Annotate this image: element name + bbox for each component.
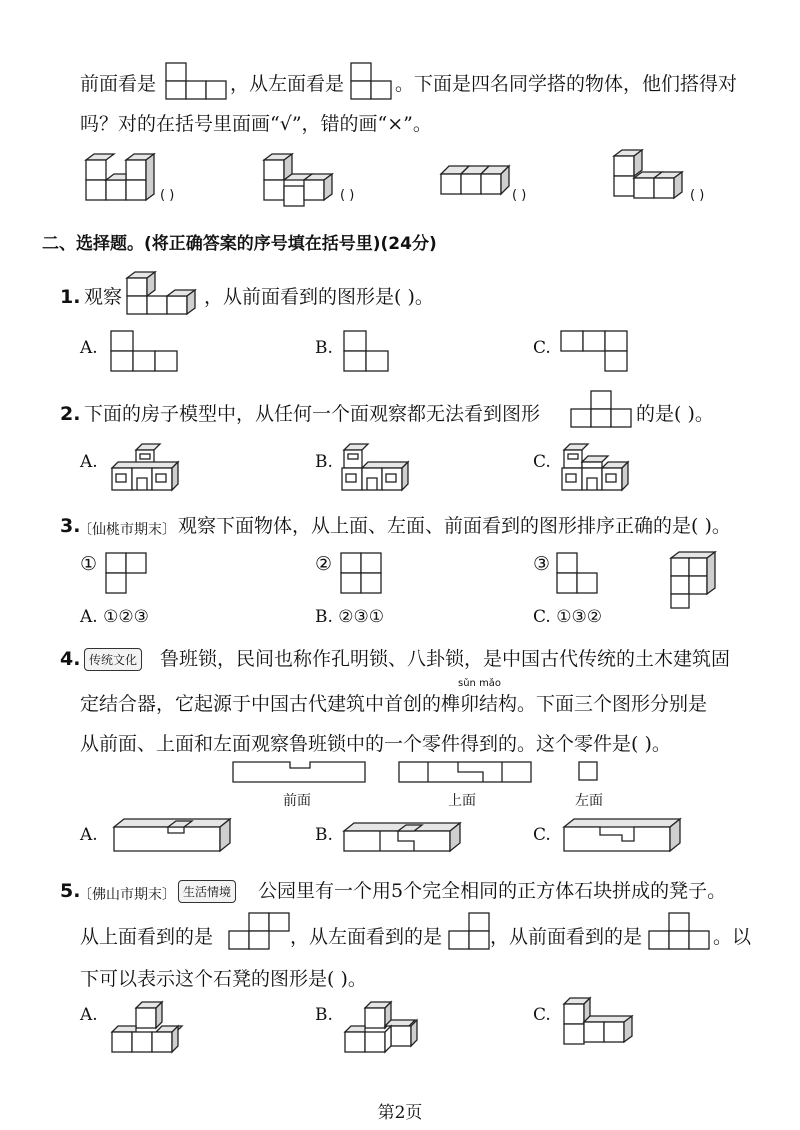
- q1-option-a-figure: [110, 330, 180, 374]
- q4-option-b-label[interactable]: B.: [315, 825, 333, 845]
- q5-option-a-label[interactable]: A.: [80, 1005, 98, 1025]
- q3-object-figure: [665, 548, 725, 612]
- q4-option-b-figure: [340, 815, 465, 857]
- q5-option-a-figure: [110, 1000, 200, 1060]
- student-object-1: [80, 152, 160, 212]
- q3-text: 观察下面物体，从上面、左面、前面看到的图形排序正确的是( )。: [178, 515, 731, 537]
- q5-line3: 下可以表示这个石凳的图形是( )。: [80, 968, 367, 990]
- q4-label-front: 前面: [283, 793, 311, 809]
- q2-target-figure: [570, 390, 632, 432]
- q3-mark-2: ②: [315, 553, 333, 575]
- q4-option-c-label[interactable]: C.: [533, 825, 551, 845]
- q4-left-view-figure: [577, 760, 601, 784]
- section2-title: 二、选择题。(将正确答案的序号填在括号里)(24分): [42, 234, 437, 254]
- intro-line2: 吗？对的在括号里面画“√”，错的画“×”。: [80, 113, 432, 135]
- q1-number: 1.: [60, 286, 81, 308]
- student-blank-4[interactable]: ( ): [690, 188, 705, 203]
- q3-number: 3.: [60, 515, 81, 537]
- q2-number: 2.: [60, 403, 81, 425]
- q5-left-view-figure: [448, 912, 492, 954]
- q1-option-c-label[interactable]: C.: [533, 338, 551, 358]
- q5-left-prefix: ，从左面看到的是: [290, 926, 443, 948]
- q4-option-c-figure: [560, 815, 685, 857]
- q2-option-b-house: [340, 440, 420, 498]
- q1-object-figure: [125, 270, 205, 320]
- q3-option-a[interactable]: A. ①②③: [80, 607, 149, 627]
- q5-front-view-figure: [648, 912, 712, 954]
- q1-option-c-figure: [560, 330, 640, 374]
- q5-source: 〔佛山市期末〕: [78, 887, 176, 903]
- q2-option-c-house: [560, 440, 640, 498]
- student-blank-1[interactable]: ( ): [160, 188, 175, 203]
- q5-top-view-figure: [228, 912, 292, 954]
- q1-option-b-figure: [343, 330, 393, 374]
- q1-post: ，从前面看到的图形是( )。: [204, 286, 434, 308]
- q3-mark-3: ③: [533, 553, 551, 575]
- q2-option-a-house: [110, 440, 190, 498]
- q2-option-b-label[interactable]: B.: [315, 452, 333, 472]
- q4-line3: 从前面、上面和左面观察鲁班锁中的一个零件得到的。这个零件是( )。: [80, 733, 671, 755]
- q2-post: 的是( )。: [636, 403, 714, 425]
- student-blank-3[interactable]: ( ): [512, 188, 527, 203]
- q5-top-prefix: 从上面看到的是: [80, 926, 214, 948]
- q5-number: 5.: [60, 880, 81, 902]
- q3-source: 〔仙桃市期末〕: [78, 522, 176, 538]
- page-number: 第2页: [377, 1103, 423, 1123]
- q5-line1: 公园里有一个用5个完全相同的正方体石块拼成的凳子。: [258, 880, 727, 902]
- student-object-3: [435, 160, 515, 210]
- q4-line1: 鲁班锁，民间也称作孔明锁、八卦锁，是中国古代传统的土木建筑固: [160, 648, 731, 670]
- q3-figure-3: [556, 552, 606, 596]
- student-blank-2[interactable]: ( ): [340, 188, 355, 203]
- q2-option-a-label[interactable]: A.: [80, 452, 98, 472]
- q5-option-b-figure: [343, 1000, 433, 1060]
- q2-pre: 下面的房子模型中，从任何一个面观察都无法看到图形: [84, 403, 541, 425]
- q1-option-b-label[interactable]: B.: [315, 338, 333, 358]
- q4-line2: 定结合器，它起源于中国古代建筑中首创的榫卯结构。下面三个图形分别是: [80, 693, 708, 715]
- q4-option-a-label[interactable]: A.: [80, 825, 98, 845]
- q5-option-c-figure: [560, 998, 650, 1058]
- q4-front-view-figure: [232, 760, 367, 784]
- intro-rest: 。下面是四名同学搭的物体，他们搭得对: [395, 73, 738, 95]
- student-object-4: [608, 148, 688, 212]
- q4-label-top: 上面: [448, 793, 476, 809]
- q4-label-left: 左面: [575, 793, 603, 809]
- q1-option-a-label[interactable]: A.: [80, 338, 98, 358]
- q4-number: 4.: [60, 648, 81, 670]
- student-object-2: [258, 152, 338, 212]
- intro-left-prefix: ，从左面看是: [230, 73, 345, 95]
- q5-option-b-label[interactable]: B.: [315, 1005, 333, 1025]
- q4-option-a-figure: [110, 815, 235, 857]
- q5-end: 。以: [713, 926, 752, 948]
- intro-front-prefix: 前面看是: [80, 73, 157, 95]
- q4-tag: 传统文化: [84, 648, 142, 671]
- q3-option-c[interactable]: C. ①③②: [533, 607, 602, 627]
- q4-top-view-figure: [398, 760, 533, 784]
- q3-figure-2: [340, 552, 390, 596]
- q1-pre: 观察: [84, 286, 123, 308]
- q2-option-c-label[interactable]: C.: [533, 452, 551, 472]
- q3-option-b[interactable]: B. ②③①: [315, 607, 385, 627]
- q5-tag: 生活情境: [178, 880, 236, 903]
- q5-front-prefix: ，从前面看到的是: [490, 926, 643, 948]
- q5-option-c-label[interactable]: C.: [533, 1005, 551, 1025]
- q3-mark-1: ①: [80, 553, 98, 575]
- intro-left-view-figure: [350, 62, 392, 102]
- q4-pinyin: sǔn mǎo: [458, 678, 502, 689]
- q3-figure-1: [105, 552, 155, 596]
- intro-front-view-figure: [165, 62, 227, 102]
